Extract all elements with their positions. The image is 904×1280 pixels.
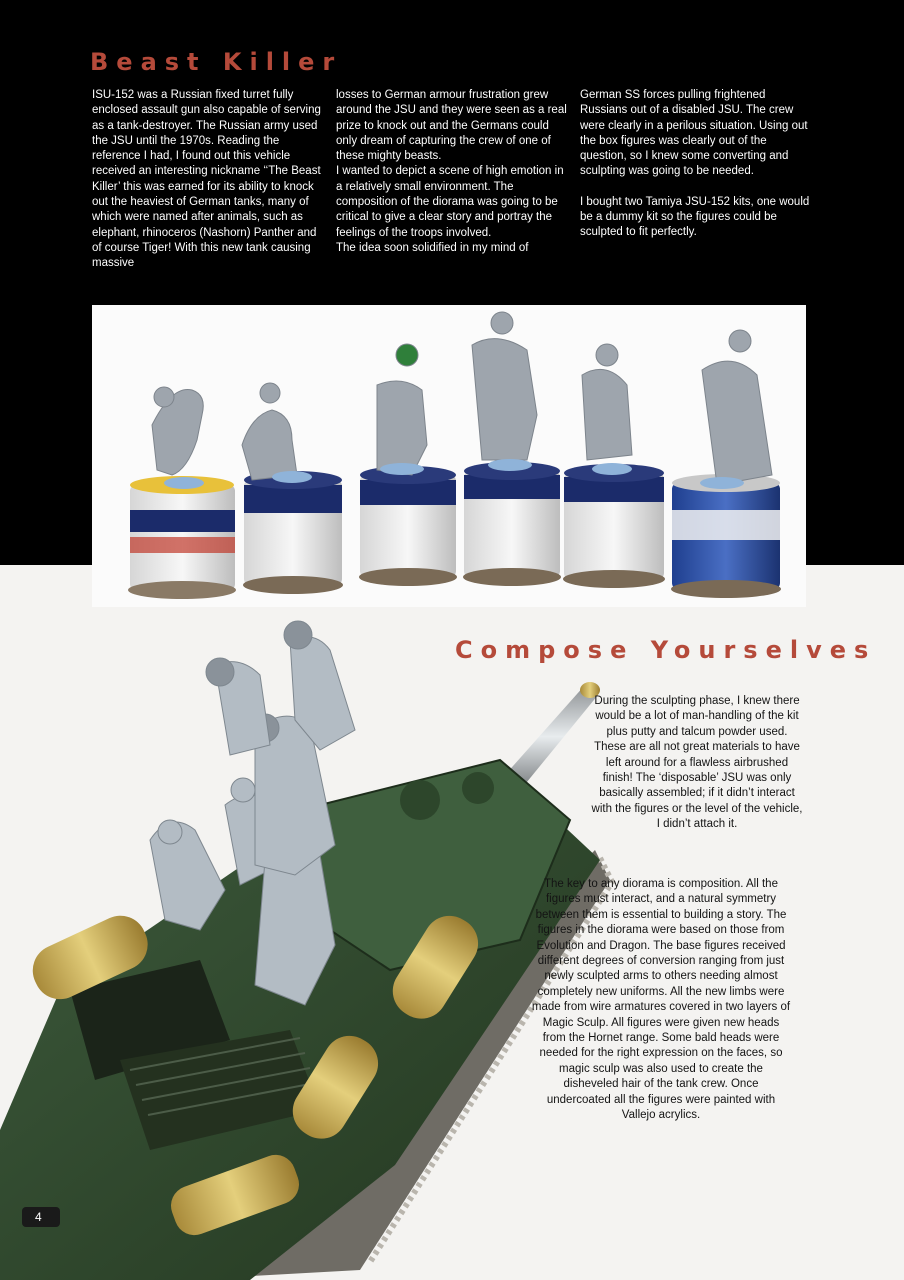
paragraph: ISU-152 was a Russian fixed turret fully enclosed assault gun also capable of serving as a tank-destroyer. The Russian army used the JSU until the 1970s. Reading the reference I had, I found out this vehicle received an interesting nickname ‘‘The Beast Killer’ this was earned for its ability to knock out the heaviest of German tanks, many of which were named after animals, such as elephant, rhinoceros (Nashorn) Panther and of course Tiger! With this new tank causing massive	[92, 89, 321, 270]
text-column-2	[336, 88, 568, 256]
paragraph: I bought two Tamiya JSU-152 kits, one would be a dummy kit so the figures could be sculpted to fit perfectly.	[580, 195, 810, 239]
paragraph: German SS forces pulling frightened Russians out of a disabled JSU. The crew were clearly in a perilous situation. Using out the box figures was clearly out of the question, so I knew some converting and sculpting was going to be needed.	[580, 89, 808, 178]
page-number: 4	[22, 1207, 60, 1227]
text-column-1	[92, 88, 324, 272]
figures-on-paint-pots-photo	[92, 305, 806, 607]
paragraph-sculpting-phase: During the sculpting phase, I knew there would be a lot of man-handling of the kit plus putty and talcum powder used. These are all not great materials to have left around for a flawless airbrushed finish! The ‘disposable’ JSU was only basically assembled; if it didn’t interact with the figures or the level of the vehicle, I didn’t attach it.	[591, 695, 803, 831]
paragraph: I wanted to depict a scene of high emotion in a relatively small environment. The composition of the diorama was going to be critical to give a clear story and portray the feelings of the troops involved.	[336, 165, 564, 239]
paragraph-composition: The key to any diorama is composition. All the figures must interact, and a natural symmetry between them is essential to building a story. The figures in the diorama were based on those from Evolution and Dragon. The base figures received different degrees of conversion ranging from just newly sculpted arms to others needing almost completely new uniforms. All the new limbs were made from wire armatures covered in two layers of Magic Sculp. All figures were given new heads from the Hornet range. Some bald heads were needed for the right expression on the faces, so magic sculp was also used to create the disheveled hair of the tank crew. Once undercoated all the figures were painted with Vallejo acrylics.	[531, 878, 791, 1122]
section-title-beast-killer: Beast Killer	[90, 48, 343, 76]
text-column-3	[580, 88, 812, 241]
paint-pots-illustration	[92, 305, 806, 607]
paragraph: losses to German armour frustration grew around the JSU and they were seen as a real prize to knock out and the Germans could only dream of capturing the crew of one of these mighty beasts.	[336, 89, 567, 163]
paragraph: The idea soon solidified in my mind of	[336, 241, 529, 254]
section-title-compose-yourselves: Compose Yourselves	[455, 636, 877, 664]
